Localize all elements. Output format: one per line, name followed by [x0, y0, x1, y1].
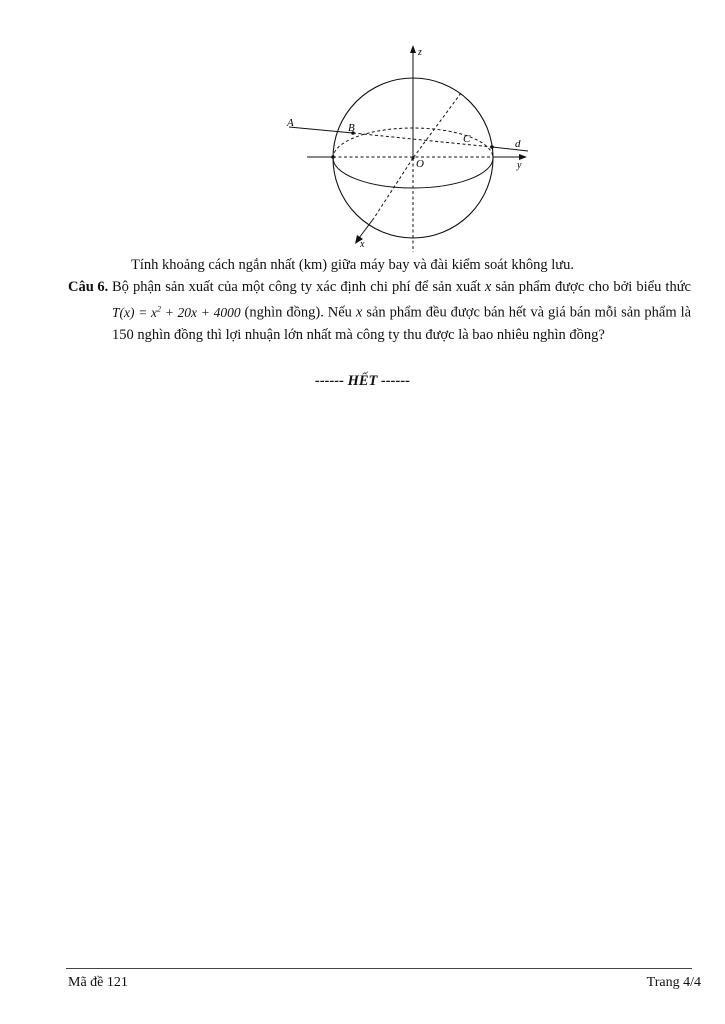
question-text-3: (nghìn đồng). Nếu: [244, 304, 352, 321]
label-C: C: [463, 133, 471, 145]
question-6: [68, 276, 691, 346]
end-marker: ------ HẾT ------: [314, 373, 410, 389]
point-C: [490, 145, 494, 149]
equator-front: [333, 158, 493, 188]
question-text-1: Bộ phận sản xuất của một công ty xác định chi phí để sản xuất: [112, 279, 481, 295]
question-text-4: sản phẩm đều được bán hết và giá bán mỗi sản phẩm là 150 nghìn đồng thì lợi nhuận lớn nhất mà công ty thu được là bao nhiêu nghìn đồng?: [112, 304, 692, 343]
cost-formula: $T(x) = x^2 + 20x + 4000$: [112, 304, 241, 320]
question-body: [112, 276, 691, 346]
label-d: d: [515, 138, 521, 150]
label-A: A: [287, 117, 294, 129]
label-x: x: [360, 239, 365, 250]
label-y: y: [517, 160, 522, 171]
line-d-outer: [289, 127, 353, 133]
diagonal-line: [413, 93, 461, 158]
label-z: z: [418, 47, 422, 58]
equator-left-point: [331, 155, 335, 159]
exam-code: Mã đề 121: [68, 975, 128, 990]
z-axis-arrow: [410, 45, 416, 53]
page-number: Trang 4/4: [646, 975, 701, 990]
var-x-1: x: [484, 279, 492, 295]
question-number: Câu 6.: [68, 279, 109, 295]
point-O: [412, 157, 415, 160]
question-text-2: sản phẩm được cho bởi biểu thức: [495, 279, 691, 295]
line-d-right: [492, 147, 528, 151]
line-d-inner: [353, 133, 492, 147]
label-O: O: [416, 158, 424, 170]
var-x-2: x: [355, 304, 363, 321]
sphere-figure: [270, 40, 550, 255]
x-axis-outer: [359, 218, 374, 238]
label-B: B: [348, 122, 355, 134]
footer-divider: [66, 968, 692, 969]
previous-question-text: Tính khoảng cách ngắn nhất (km) giữa máy bay và đài kiểm soát không lưu.: [131, 257, 574, 273]
